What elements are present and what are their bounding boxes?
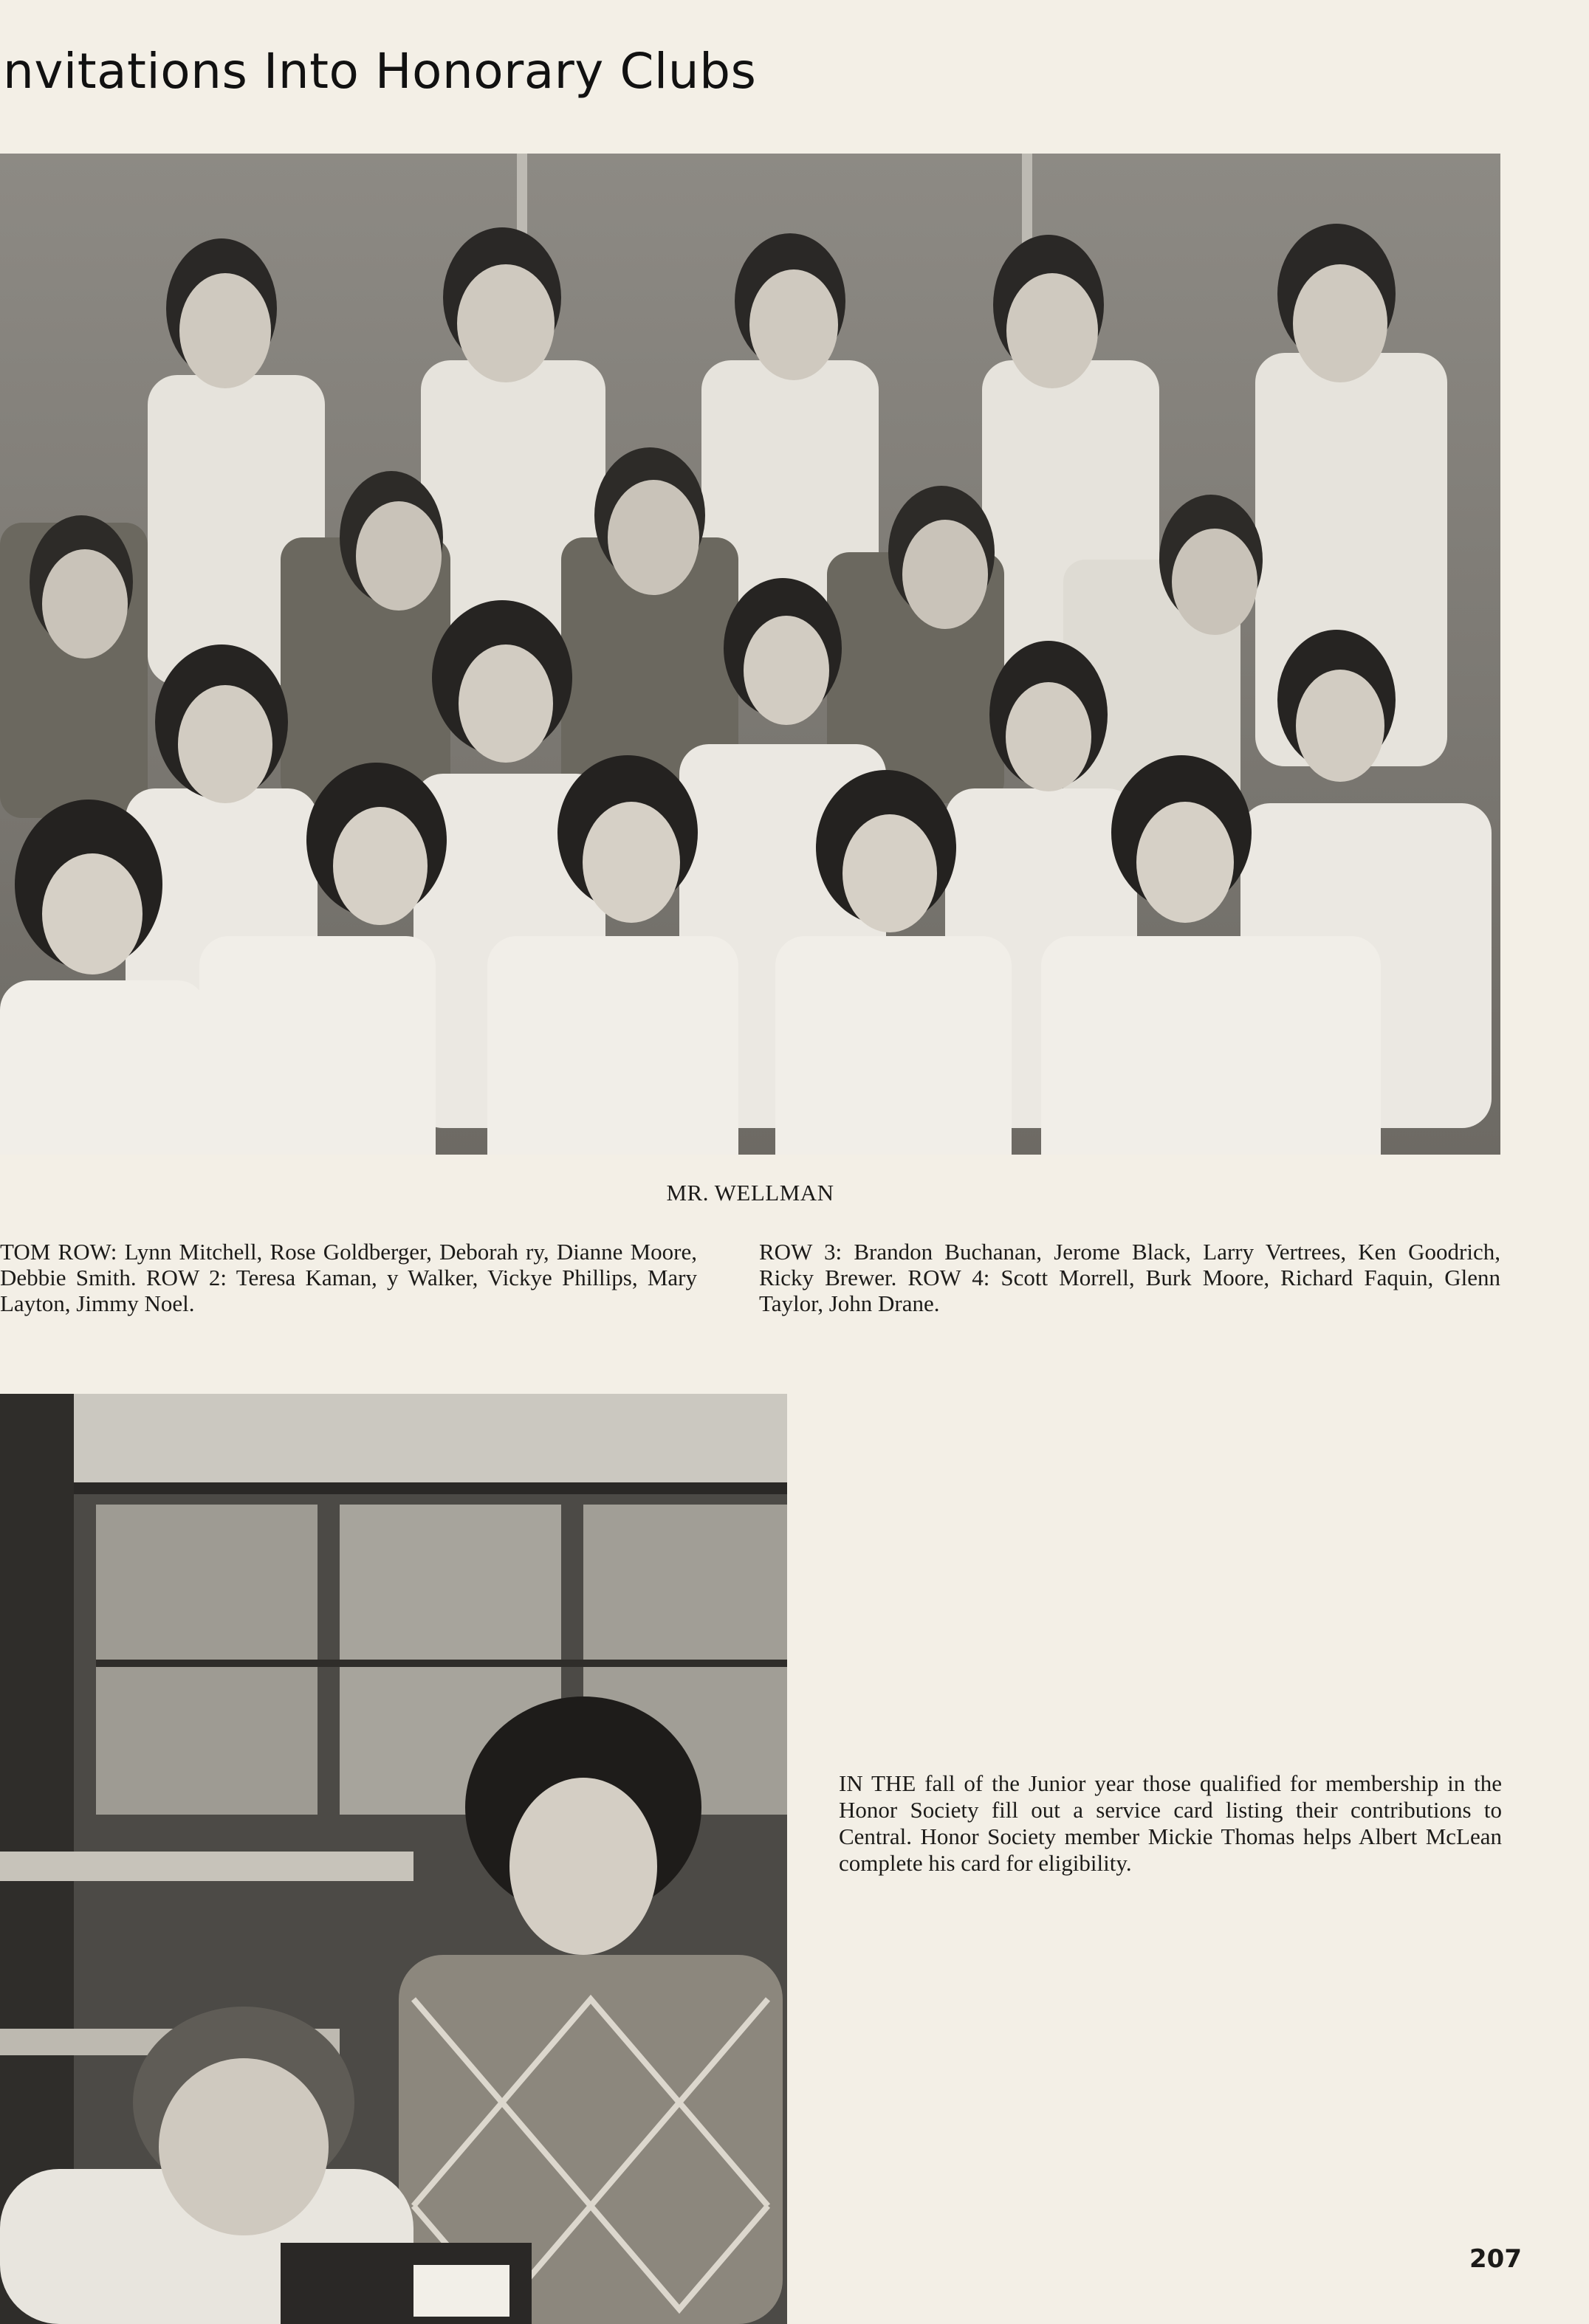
group-caption-left: TOM ROW: Lynn Mitchell, Rose Goldberger, Deborah ry, Dianne Moore, Debbie Smith. ROW 2: Teresa Kaman, y Walker, Vickye Phillips, Mary Layton, Jimmy Noel. bbox=[0, 1239, 697, 1316]
group-caption-right: ROW 3: Brandon Buchanan, Jerome Black, Larry Vertrees, Ken Goodrich, Ricky Brewer. ROW 4: Scott Morrell, Burk Moore, Richard Faquin, Glenn Taylor, John Drane. bbox=[759, 1239, 1500, 1316]
group-photo bbox=[0, 154, 1500, 1155]
group-photo-image bbox=[0, 154, 1500, 1155]
candid-caption: IN THE fall of the Junior year those qualified for membership in the Honor Society fill out a service card listing their contributions to Central. Honor Society member Mickie Thomas helps Albert McLean complete his card for eligibility. bbox=[839, 1770, 1502, 1876]
page-number: 207 bbox=[1469, 2244, 1522, 2274]
page-title: nvitations Into Honorary Clubs bbox=[3, 43, 757, 100]
candid-photo bbox=[0, 1394, 787, 2324]
candid-photo-image bbox=[0, 1394, 787, 2324]
photo-credit: MR. WELLMAN bbox=[666, 1180, 834, 1206]
